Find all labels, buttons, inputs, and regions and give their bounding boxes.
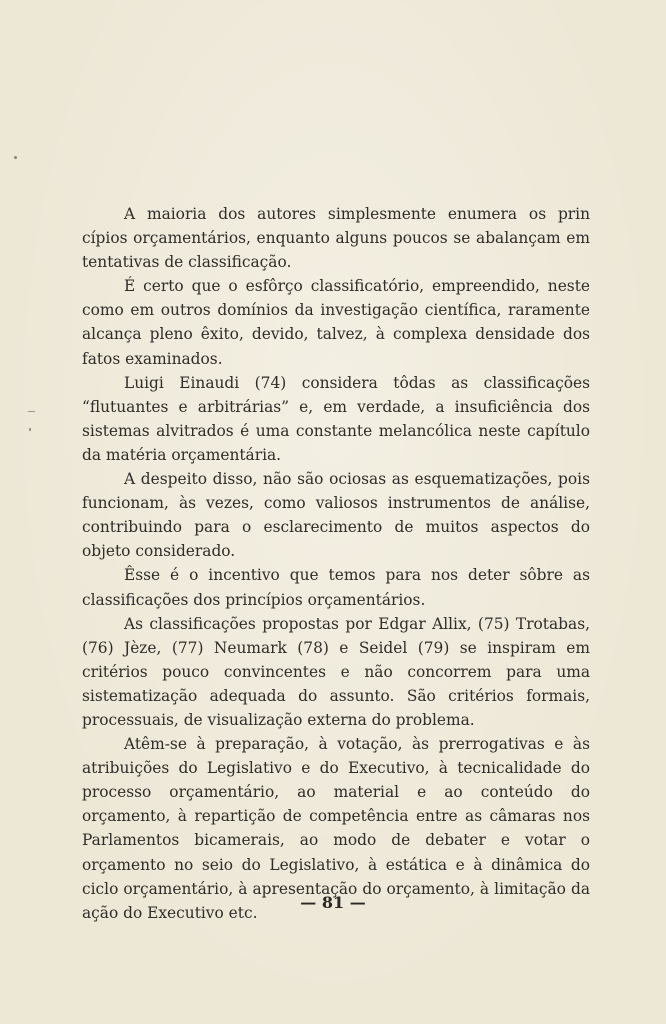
paragraph-1: A maioria dos autores simplesmente enumera os prin cípios orçamentários, enquanto alguns poucos se abalançam em tentativas de classificação. bbox=[82, 205, 590, 272]
body-text bbox=[82, 202, 590, 925]
paragraph-5: Êsse é o incentivo que temos para nos deter sôbre as classificações dos princípios orçamentários. bbox=[82, 566, 590, 609]
paragraph-2: É certo que o esfôrço classificatório, empreendido, neste como em outros domínios da investigação científica, raramente alcança pleno êxito, devido, talvez, à complexa densidade dos fatos examinados. bbox=[82, 277, 590, 368]
paper-speck bbox=[14, 156, 17, 159]
margin-mark bbox=[28, 411, 35, 412]
paragraph-6: As classificações propostas por Edgar Allix, (75) Trotabas, (76) Jèze, (77) Neumark (78) e Seidel (79) se inspiram em critérios pouco convincentes e não concorrem para uma sistematização adequada do assunto. São critérios formais, processuais, de visualização externa do problema. bbox=[82, 614, 590, 729]
paragraph-4: A despeito disso, não são ociosas as esquematizações, pois funcionam, às vezes, como valiosos instrumentos de análise, contribuindo para o esclarecimento de muitos aspectos do objeto considerado. bbox=[82, 470, 590, 561]
page-number: — 81 — bbox=[300, 893, 366, 912]
paragraph-3: Luigi Einaudi (74) considera tôdas as classificações “flutuantes e arbitrárias” e, em verdade, a insuficiência dos sistemas alvitrados é uma constante melancólica neste capítulo da matéria orçamentária. bbox=[82, 373, 590, 464]
paragraph-7: Atêm-se à preparação, à votação, às prerrogativas e às atribuições do Legislativo e do Executivo, à tecnicalidade do processo orçamentário, ao material e ao conteúdo do orçamento, à repartição de competência entre as câmaras nos Parlamentos bicamerais, ao modo de debater e votar o orçamento no seio do Legislativo, à estática e à dinâmica do ciclo orçamentário, à apresentação do orçamento, à limitação da ação do Executivo etc. bbox=[82, 735, 590, 922]
margin-mark bbox=[29, 428, 31, 431]
